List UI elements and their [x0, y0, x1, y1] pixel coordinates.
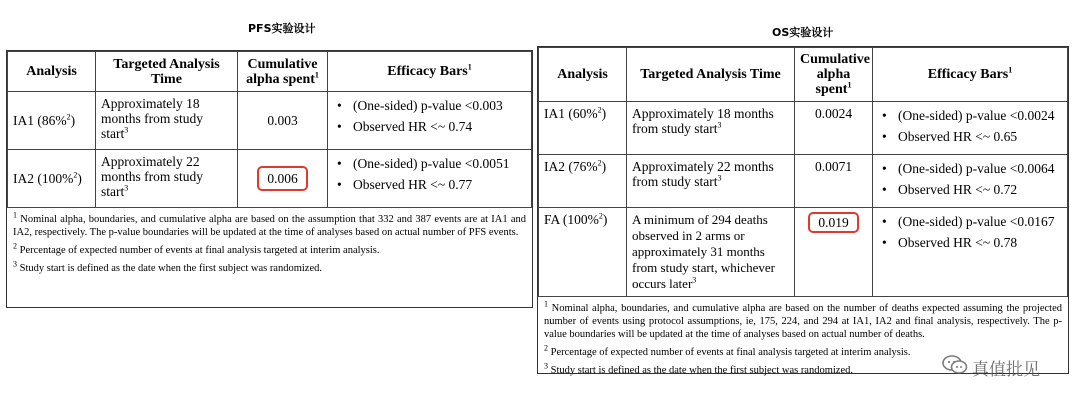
pfs-row2-alpha: [238, 150, 328, 208]
pfs-footnotes: [7, 208, 532, 285]
footnote: $^1$ Nominal alpha, boundaries, and cumulative alpha are based on the assumption that 332 and 387 events are at IA1 and IA2, respectively. The p-value boundaries will be updated at the time of analyses based on actual number of PFS events.: [13, 210, 526, 238]
pfs-header-analysis: Analysis: [8, 52, 96, 92]
list-item: • Observed HR <~ 0.72: [878, 182, 1062, 197]
os-header-alpha: Cumulative alpha spent$^1$: [795, 48, 873, 102]
pfs-table: [7, 51, 532, 208]
table-row: [539, 102, 1068, 155]
list-item: • Observed HR <~ 0.74: [333, 119, 526, 134]
footnote: $^2$ Percentage of expected number of events at final analysis targeted at interim analysis.: [544, 343, 911, 358]
os-row3-time: A minimum of 294 deaths observed in 2 arms or approximately 31 months from study start, whichever occurs later$^3$: [627, 208, 795, 297]
list-item: • (One-sided) p-value <0.003: [333, 98, 526, 113]
os-row1-efficacy: [873, 102, 1068, 155]
list-item: • (One-sided) p-value <0.0024: [878, 108, 1062, 123]
os-row3-analysis: FA (100%$^2$): [539, 208, 627, 297]
pfs-row2-efficacy: [328, 150, 532, 208]
pfs-row2-analysis: IA2 (100%$^2$): [8, 150, 96, 208]
pfs-row1-time: Approximately 18 months from study start$^3$: [96, 92, 238, 150]
os-row2-efficacy: [873, 155, 1068, 208]
pfs-row1-efficacy: [328, 92, 532, 150]
footnote: $^3$ Study start is defined as the date when the first subject was randomized.: [544, 361, 854, 376]
os-caption: OS实验设计: [772, 26, 834, 39]
table-row: [8, 92, 532, 150]
os-row1-alpha: 0.0024: [795, 102, 873, 155]
os-row1-analysis: IA1 (60%$^2$): [539, 102, 627, 155]
table-row: [8, 150, 532, 208]
os-row3-efficacy: [873, 208, 1068, 297]
os-panel: [537, 46, 1069, 374]
table-row: [539, 208, 1068, 297]
pfs-header-efficacy: Efficacy Bars$^1$: [328, 52, 532, 92]
pfs-header-time: Targeted Analysis Time: [96, 52, 238, 92]
pfs-caption: PFS实验设计: [248, 22, 316, 35]
highlight-box: 0.006: [257, 166, 307, 191]
watermark-text: 真值批见: [972, 360, 1040, 380]
os-row2-alpha: 0.0071: [795, 155, 873, 208]
pfs-panel: [6, 50, 533, 308]
pfs-row1-analysis: IA1 (86%$^2$): [8, 92, 96, 150]
wechat-icon: [942, 354, 968, 381]
highlight-box: 0.019: [808, 212, 858, 233]
os-header-efficacy: Efficacy Bars$^1$: [873, 48, 1068, 102]
list-item: • (One-sided) p-value <0.0051: [333, 156, 526, 171]
os-row1-time: Approximately 18 months from study start$^3$: [627, 102, 795, 155]
pfs-row2-time: Approximately 22 months from study start$^3$: [96, 150, 238, 208]
footnote: $^1$ Nominal alpha, boundaries, and cumulative alpha are based on the number of deaths expected assuming the projected number of events using protocol assumptions, ie, 175, 224, and 294 at IA1, IA2 and final analysis, respectively. The p-value boundaries will be updated at the time of analyses based on actual number of deaths.: [544, 299, 1062, 340]
pfs-header-alpha: Cumulative alpha spent$^1$: [238, 52, 328, 92]
list-item: • Observed HR <~ 0.77: [333, 177, 526, 192]
table-row: [539, 155, 1068, 208]
os-header-time: Targeted Analysis Time: [627, 48, 795, 102]
os-row2-time: Approximately 22 months from study start$^3$: [627, 155, 795, 208]
list-item: • Observed HR <~ 0.78: [878, 235, 1062, 250]
os-row3-alpha: [795, 208, 873, 297]
footnote: $^3$ Study start is defined as the date when the first subject was randomized.: [13, 259, 323, 274]
os-row2-analysis: IA2 (76%$^2$): [539, 155, 627, 208]
list-item: • Observed HR <~ 0.65: [878, 129, 1062, 144]
list-item: • (One-sided) p-value <0.0167: [878, 214, 1062, 229]
watermark: [942, 354, 1040, 381]
os-table: [538, 47, 1068, 297]
os-header-row: [539, 48, 1068, 102]
pfs-header-row: [8, 52, 532, 92]
footnote: $^2$ Percentage of expected number of events at final analysis targeted at interim analysis.: [13, 241, 380, 256]
os-header-analysis: Analysis: [539, 48, 627, 102]
pfs-row1-alpha: 0.003: [238, 92, 328, 150]
list-item: • (One-sided) p-value <0.0064: [878, 161, 1062, 176]
